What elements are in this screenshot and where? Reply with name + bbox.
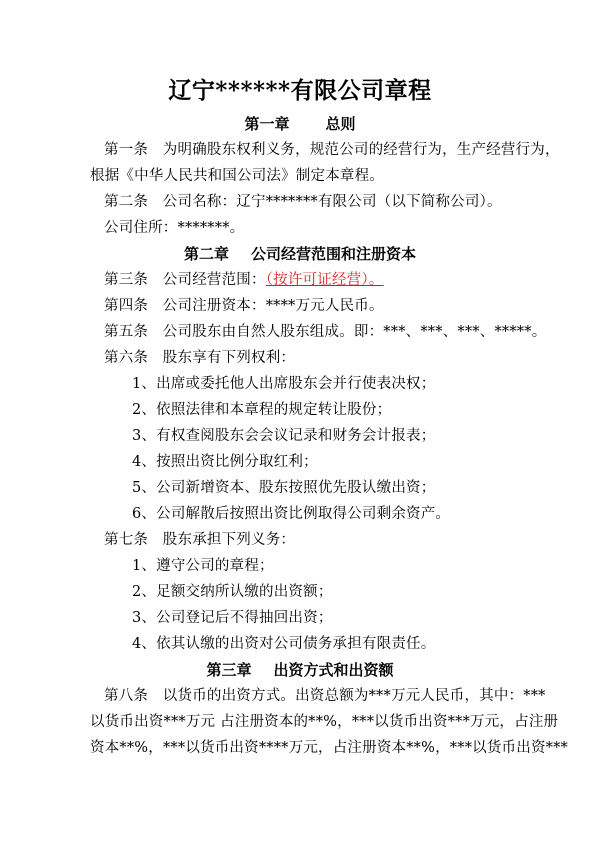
article-7-item-3: 3、公司登记后不得抽回出资； (132, 610, 333, 626)
article-1-line-1: 第一条 为明确股东权利义务，规范公司的经营行为，生产经营行为， (104, 142, 560, 158)
business-scope-highlight: （按许可证经营）。 (265, 272, 384, 288)
article-8-line-3: 资本**%，***以货币出资****万元，占注册资本**%，***以货币出资*** (90, 740, 569, 756)
chapter-2-name: 公司经营范围和注册资本 (251, 245, 417, 263)
chapter-1-name: 总则 (325, 115, 356, 133)
document-title: 辽宁******有限公司章程 (168, 77, 432, 104)
article-8-line-1: 第八条 以货币的出资方式。出资总额为***万元人民币，其中：*** (104, 688, 546, 704)
article-7-item-2: 2、足额交纳所认缴的出资额； (132, 584, 333, 600)
company-address: 公司住所：*******。 (104, 220, 245, 236)
article-7-heading: 第七条 股东承担下列义务： (104, 532, 296, 548)
article-7-item-4: 4、依其认缴的出资对公司债务承担有限责任。 (132, 636, 436, 652)
article-2: 第二条 公司名称：辽宁*******有限公司（以下简称公司）。 (104, 194, 502, 210)
chapter-1-heading (0, 114, 600, 134)
article-5: 第五条 公司股东由自然人股东组成。即：***、***、***、*****。 (104, 324, 547, 340)
article-8-line-2: 以货币出资***万元 占注册资本的**%，***以货币出资***万元，占注册 (90, 714, 559, 730)
chapter-3-number: 第三章 (206, 661, 252, 679)
article-6-item-4: 4、按照出资比例分取红利； (132, 454, 318, 470)
chapter-3-name: 出资方式和出资额 (273, 661, 394, 679)
article-6-heading: 第六条 股东享有下列权利： (104, 350, 296, 366)
article-6-item-1: 1、出席或委托他人出席股东会并行使表决权； (132, 376, 436, 392)
article-6-item-3: 3、有权查阅股东会会议记录和财务会计报表； (132, 428, 436, 444)
chapter-2-heading (0, 244, 600, 264)
article-1-line-2: 根据《中华人民共和国公司法》制定本章程。 (90, 168, 384, 184)
chapter-1-number: 第一章 (244, 115, 290, 133)
chapter-2-number: 第二章 (183, 245, 229, 263)
article-6-item-6: 6、公司解散后按照出资比例取得公司剩余资产。 (132, 506, 451, 522)
article-6-item-2: 2、依照法律和本章程的规定转让股份； (132, 402, 392, 418)
article-6-item-5: 5、公司新增资本、股东按照优先股认缴出资； (132, 480, 436, 496)
chapter-3-heading (0, 660, 600, 680)
article-4: 第四条 公司注册资本：****万元人民币。 (104, 298, 384, 314)
article-3 (104, 270, 384, 290)
article-7-item-1: 1、遵守公司的章程； (132, 558, 274, 574)
article-3-prefix: 第三条 公司经营范围： (104, 272, 266, 288)
